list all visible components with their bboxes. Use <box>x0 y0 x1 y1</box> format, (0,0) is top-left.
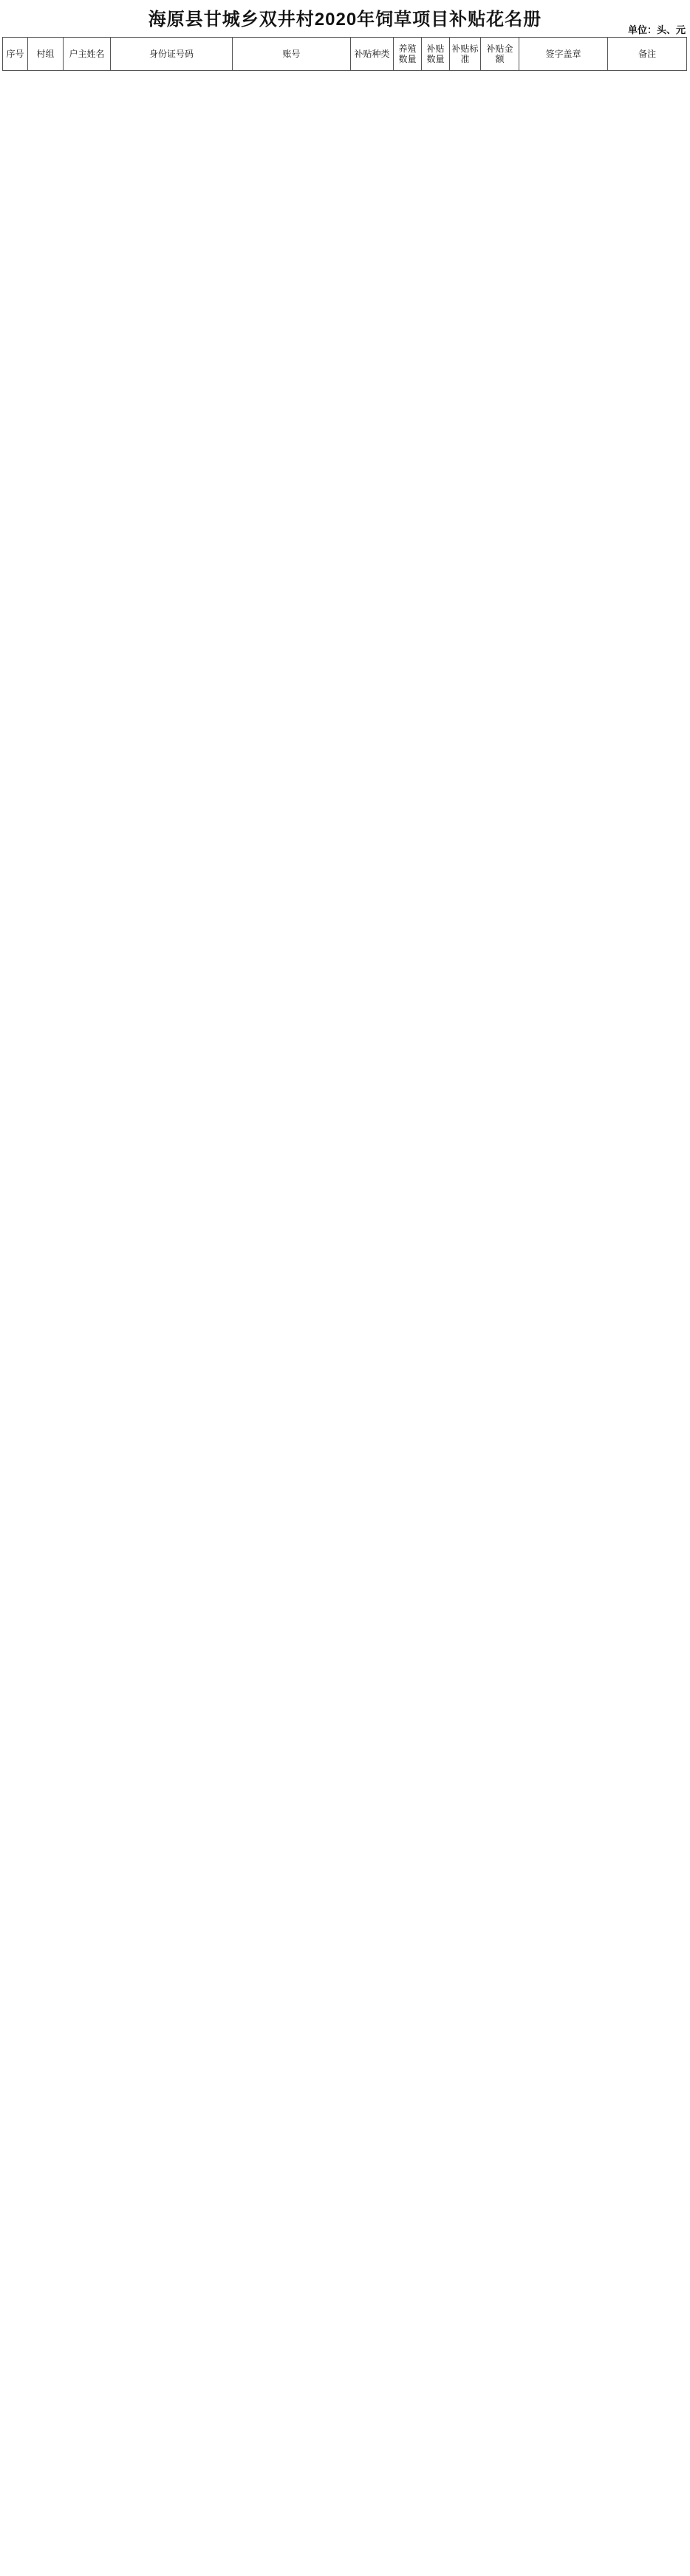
header-name: 户主姓名 <box>64 38 111 71</box>
header-livestock-count: 养殖数量 <box>394 38 422 71</box>
page-title: 海原县甘城乡双井村2020年饲草项目补贴花名册 <box>148 10 542 30</box>
header-index: 序号 <box>3 38 28 71</box>
header-account: 账号 <box>233 38 351 71</box>
header-subsidy-count: 补贴数量 <box>422 38 450 71</box>
header-id-number: 身份证号码 <box>111 38 233 71</box>
unit-label: 单位：头、元 <box>627 24 686 35</box>
subsidy-table-container <box>2 37 686 71</box>
header-remark: 备注 <box>608 38 687 71</box>
header-signature: 签字盖章 <box>519 38 608 71</box>
table-header-row <box>3 38 687 71</box>
header-group: 村组 <box>28 38 64 71</box>
header-subsidy-amount: 补贴金额 <box>481 38 519 71</box>
header-subsidy-standard: 补贴标准 <box>450 38 481 71</box>
header-subsidy-type: 补贴种类 <box>351 38 394 71</box>
subsidy-table <box>2 37 687 71</box>
